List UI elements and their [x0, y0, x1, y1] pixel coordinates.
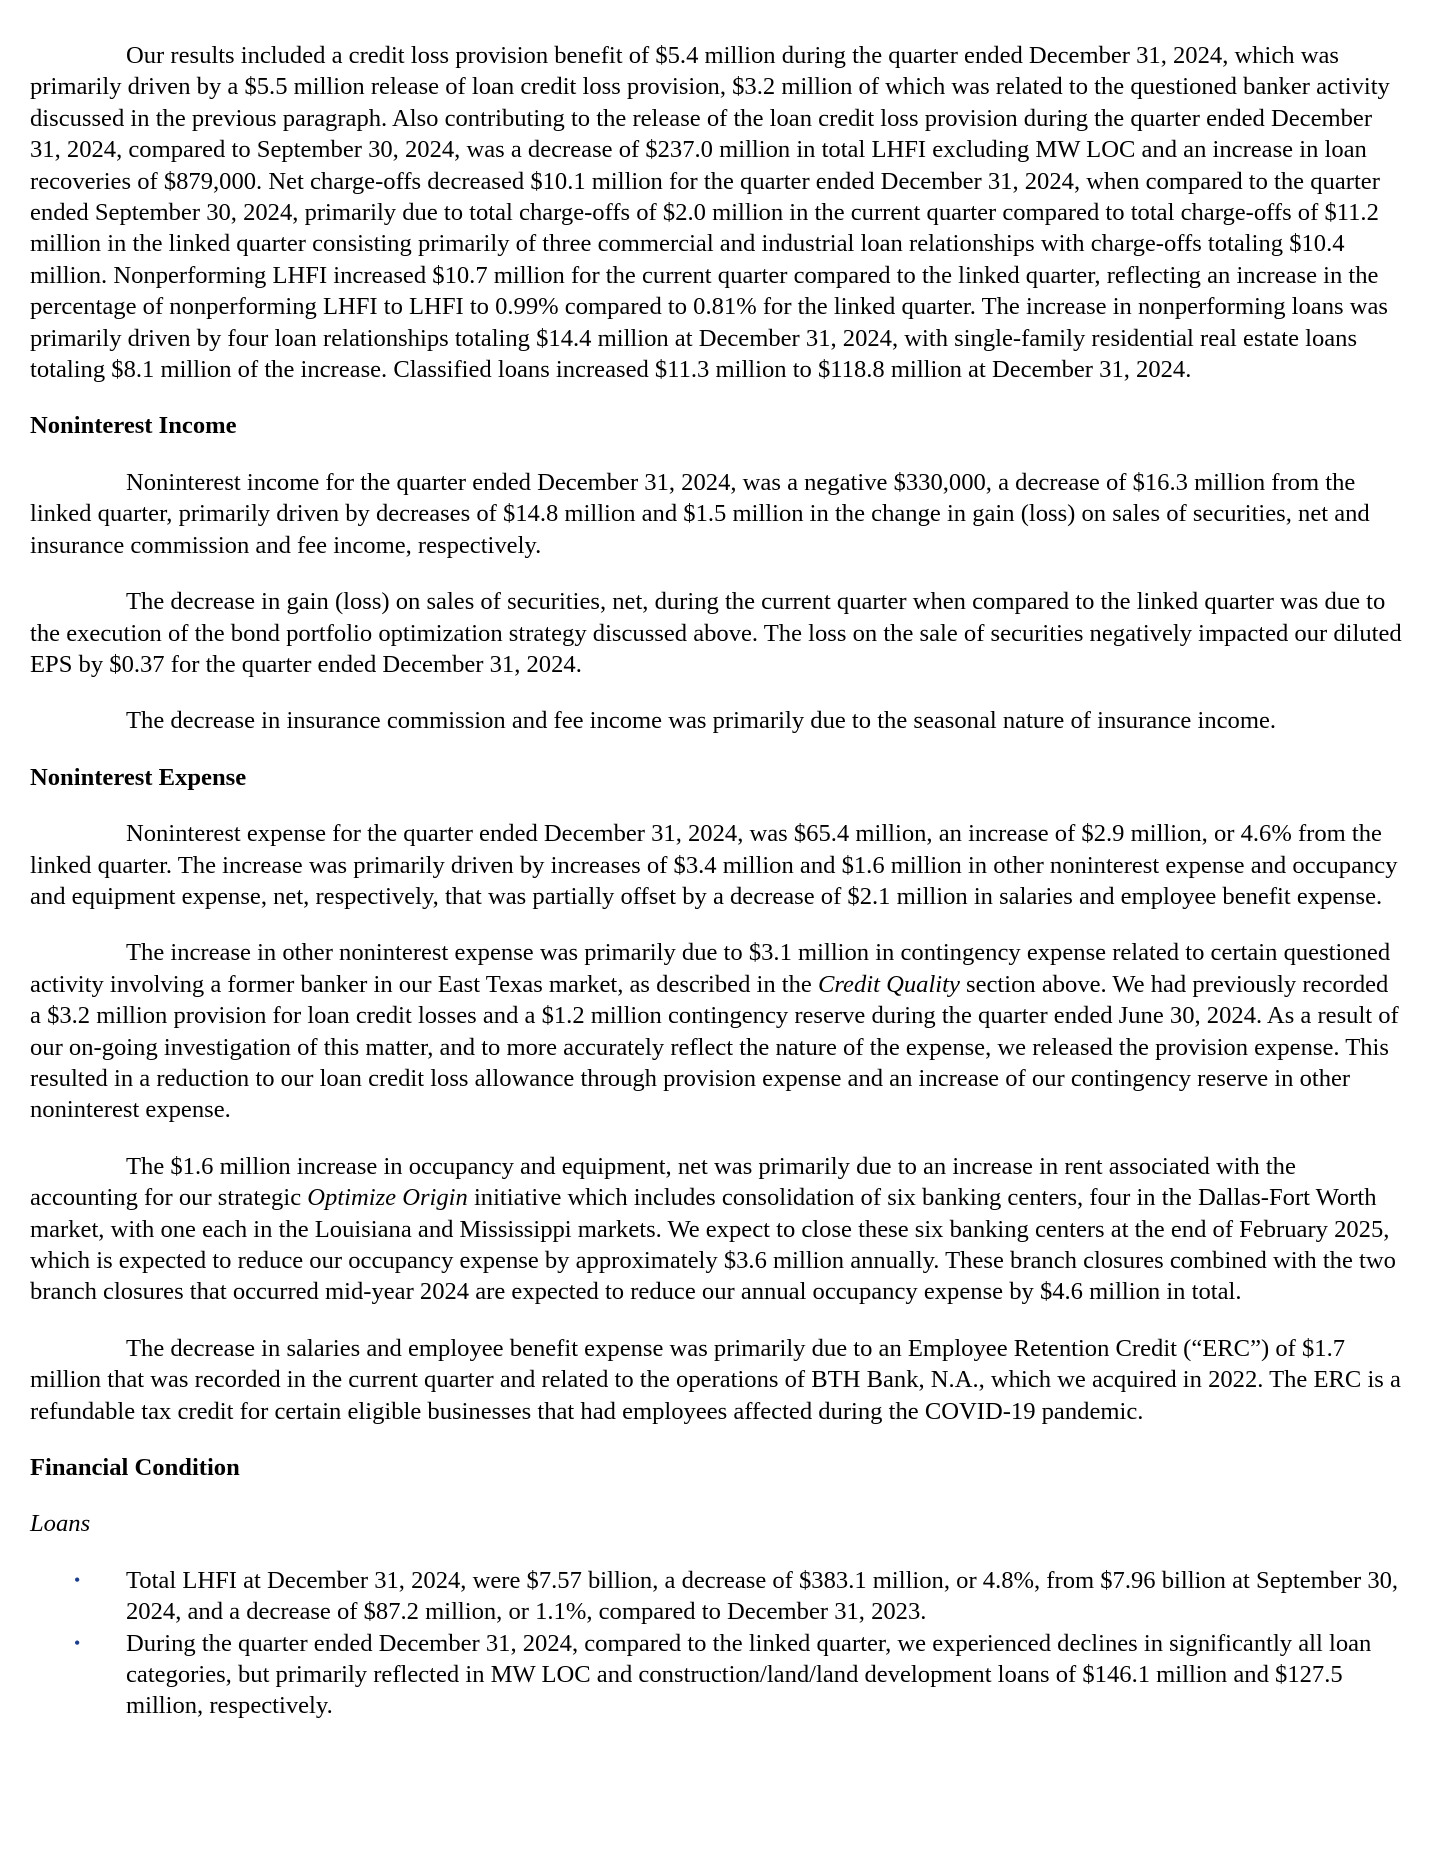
paragraph-text: section above. We had previously recorded a $3.2 million provision for loan credit losses and a $1.2 million contingency reserve during the quarter ended June 30, 2024. As a result of our on-going investigation of this matter, and to more accurately reflect the nature of the expense, we released the provision expense. This resulted in a reduction to our loan credit loss allowance through provision expense and an increase of our contingency reserve in other noninterest expense. — [30, 970, 1399, 1124]
paragraph-text: initiative which includes consolidation of six banking centers, four in the Dallas-Fort Worth market, with one each in the Louisiana and Mississippi markets. We expect to close these six banking centers at the end of February 2025, which is expected to reduce our occupancy expense by approximately $3.6 million annually. These branch closures combined with the two branch closures that occurred mid-year 2024 are expected to reduce our annual occupancy expense by $4.6 million in total. — [30, 1184, 1396, 1306]
noninterest-income-paragraph-3: The decrease in insurance commission and fee income was primarily due to the seasonal nature of insurance income. — [126, 707, 1277, 735]
optimize-origin-reference: Optimize Origin — [307, 1184, 468, 1212]
noninterest-income-paragraph-2: The decrease in gain (loss) on sales of securities, net, during the current quarter when compared to the linked quarter was due to the execution of the bond portfolio optimization strategy discussed above. The loss on the sale of securities negatively impacted our diluted EPS by $0.37 for the quarter ended December 31, 2024. — [30, 588, 1402, 678]
credit-quality-paragraph: Our results included a credit loss provision benefit of $5.4 million during the quarter ended December 31, 2024, which was primarily driven by a $5.5 million release of loan credit loss provision, $3.2 million of which was related to the questioned banker activity discussed in the previous paragraph. Also contributing to the release of the loan credit loss provision during the quarter ended December 31, 2024, compared to September 30, 2024, was a decrease of $237.0 million in total LHFI excluding MW LOC and an increase in loan recoveries of $879,000. Net charge-offs decreased $10.1 million for the quarter ended December 31, 2024, when compared to the quarter ended September 30, 2024, primarily due to total charge-offs of $2.0 million in the current quarter compared to total charge-offs of $11.2 million in the linked quarter consisting primarily of three commercial and industrial loan relationships with charge-offs totaling $10.4 million. Nonperforming LHFI increased $10.7 million for the current quarter compared to the linked quarter, reflecting an increase in the percentage of nonperforming LHFI to LHFI to 0.99% compared to 0.81% for the linked quarter. The increase in nonperforming loans was primarily driven by four loan relationships totaling $14.4 million at December 31, 2024, with single-family residential real estate loans totaling $8.1 million of the increase. Classified loans increased $11.3 million to $118.8 million at December 31, 2024. — [30, 42, 1390, 384]
paragraph-text: The $1.6 million increase in occupancy and equipment, net was primarily due to an increase in rent associated with the accounting for our strategic — [30, 1152, 1296, 1212]
financial-condition-heading: Financial Condition — [30, 1454, 240, 1482]
noninterest-income-paragraph-1: Noninterest income for the quarter ended December 31, 2024, was a negative $330,000, a decrease of $16.3 million from the linked quarter, primarily driven by decreases of $14.8 million and $1.5 million in the change in gain (loss) on sales of securities, net and insurance commission and fee income, respectively. — [30, 468, 1370, 559]
bullet-icon: • — [74, 1632, 81, 1653]
loans-bullet-list — [30, 1565, 1405, 1722]
noninterest-expense-paragraph-2 — [30, 937, 1405, 1125]
noninterest-expense-heading: Noninterest Expense — [30, 763, 247, 791]
noninterest-expense-paragraph-1: Noninterest expense for the quarter ended December 31, 2024, was $65.4 million, an increase of $2.9 million, or 4.6% from the linked quarter. The increase was primarily driven by increases of $3.4 million and $1.6 million in other noninterest expense and occupancy and equipment expense, net, respectively, that was partially offset by a decrease of $2.1 million in salaries and employee benefit expense. — [30, 820, 1398, 910]
noninterest-expense-paragraph-4: The decrease in salaries and employee benefit expense was primarily due to an Employee Retention Credit (“ERC”) of $1.7 million that was recorded in the current quarter and related to the operations of BTH Bank, N.A., which we acquired in 2022. The ERC is a refundable tax credit for certain eligible businesses that had employees affected during the COVID-19 pandemic. — [30, 1334, 1401, 1425]
list-item-text: During the quarter ended December 31, 2024, compared to the linked quarter, we experienced declines in significantly all loan categories, but primarily reflected in MW LOC and construction/land/land development loans of $146.1 million and $127.5 million, respectively. — [126, 1629, 1372, 1720]
document-page — [30, 40, 1405, 1722]
paragraph-text: The increase in other noninterest expense was primarily due to $3.1 million in contingency expense related to certain questioned activity involving a former banker in our East Texas market, as described in the — [30, 939, 1391, 998]
list-item — [30, 1565, 1405, 1628]
list-item — [30, 1628, 1405, 1722]
bullet-icon: • — [74, 1569, 81, 1590]
credit-quality-reference: Credit Quality — [818, 970, 960, 998]
list-item-text: Total LHFI at December 31, 2024, were $7.57 billion, a decrease of $383.1 million, or 4.8%, from $7.96 billion at September 30, 2024, and a decrease of $87.2 million, or 1.1%, compared to December 31, 2023. — [126, 1566, 1399, 1626]
loans-subheading: Loans — [30, 1510, 91, 1538]
noninterest-expense-paragraph-3 — [30, 1151, 1405, 1308]
noninterest-income-heading: Noninterest Income — [30, 412, 237, 440]
